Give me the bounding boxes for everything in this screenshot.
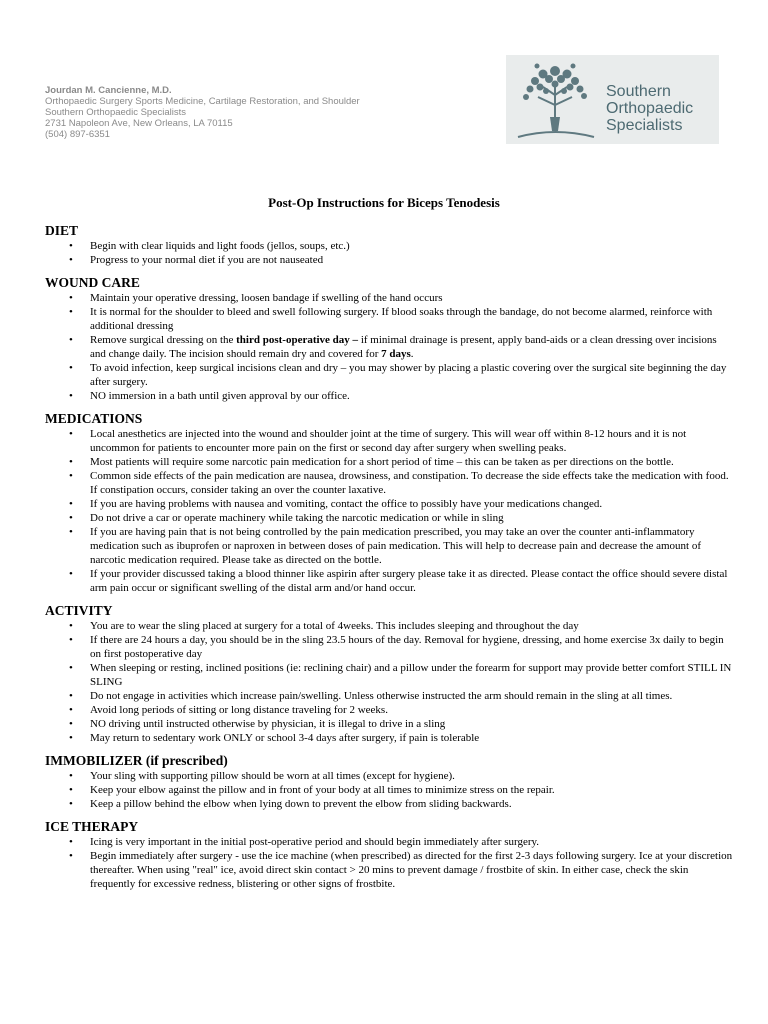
list-item: • Most patients will require some narcotic pain medication for a short period of time – this can be taken as per directions on the bottle. bbox=[90, 455, 735, 469]
list-item: • To avoid infection, keep surgical incisions clean and dry – you may shower by placing a plastic covering over the surgical site beginning the day after surgery. bbox=[90, 361, 735, 389]
section-diet bbox=[45, 223, 735, 267]
text-run: if minimal drainage is present, apply band-aids or a clean dressing over incisions and change daily. The incision should remain dry and covered for bbox=[90, 334, 717, 360]
logo-line-1: Southern bbox=[606, 83, 671, 100]
bullet-list bbox=[45, 769, 735, 811]
list-item: • Avoid long periods of sitting or long distance traveling for 2 weeks. bbox=[90, 703, 735, 717]
document-title: Post-Op Instructions for Biceps Tenodesis bbox=[268, 195, 500, 210]
section-medications bbox=[45, 411, 735, 595]
section-ice-therapy bbox=[45, 819, 735, 891]
list-item: • Maintain your operative dressing, loosen bandage if swelling of the hand occurs bbox=[90, 291, 735, 305]
section-immobilizer bbox=[45, 753, 735, 811]
section-heading: DIET bbox=[45, 223, 79, 238]
list-item: • If your provider discussed taking a blood thinner like aspirin after surgery please take it as directed. Please contact the office should severe distal arm pain occur or significant swelling of the distal arm and/or hand occur. bbox=[90, 567, 735, 595]
list-item: • Begin immediately after surgery - use the ice machine (when prescribed) as directed for the first 2-3 days following surgery. Ice at your discretion thereafter. When using "real" ice, avoid direct skin contact > 20 mins to prevent damage / frostbite of skin. In either case, check the skin frequently for excessive redness, blistering or other signs of frostbite. bbox=[90, 849, 735, 891]
section-heading: ACTIVITY bbox=[45, 603, 113, 618]
emphasis-text: 7 days bbox=[381, 348, 411, 360]
list-item: • You are to wear the sling placed at surgery for a total of 4weeks. This includes sleeping and throughout the day bbox=[90, 619, 735, 633]
physician-name: Jourdan M. Cancienne, M.D. bbox=[45, 85, 172, 96]
tree-logo-icon bbox=[510, 57, 600, 143]
text-run: Remove surgical dressing on the bbox=[90, 334, 237, 346]
emphasis-text: third post-operative day – bbox=[236, 334, 359, 346]
practice-address: 2731 Napoleon Ave, New Orleans, LA 70115 bbox=[45, 118, 233, 129]
list-item: • Keep a pillow behind the elbow when lying down to prevent the elbow from sliding backwards. bbox=[90, 797, 735, 811]
bullet-list bbox=[45, 427, 735, 595]
logo-wordmark bbox=[606, 83, 693, 134]
list-item: • Do not engage in activities which increase pain/swelling. Unless otherwise instructed the arm should remain in the sling at all times. bbox=[90, 689, 735, 703]
bullet-list bbox=[45, 835, 735, 891]
bullet-list bbox=[45, 239, 735, 267]
list-item: • If you are having problems with nausea and vomiting, contact the office to possibly have your medications changed. bbox=[90, 497, 735, 511]
instructions-body bbox=[45, 223, 735, 899]
list-item: • Common side effects of the pain medication are nausea, drowsiness, and constipation. To decrease the side effects take the medication with food. If constipation occurs, consider taking an over the counter laxative. bbox=[90, 469, 735, 497]
bullet-list bbox=[45, 291, 735, 403]
practice-logo bbox=[506, 55, 719, 144]
list-item: • Do not drive a car or operate machinery while taking the narcotic medication or while in sling bbox=[90, 511, 735, 525]
section-heading: ICE THERAPY bbox=[45, 819, 139, 834]
logo-line-2: Orthopaedic bbox=[606, 100, 694, 117]
physician-specialty: Orthopaedic Surgery Sports Medicine, Cartilage Restoration, and Shoulder bbox=[45, 96, 360, 107]
list-item: • NO immersion in a bath until given approval by our office. bbox=[90, 389, 735, 403]
physician-header bbox=[45, 85, 360, 140]
list-item: • If you are having pain that is not being controlled by the pain medication prescribed, you may take an over the counter anti-inflammatory medication such as ibuprofen or naproxen in between doses of pain medication. This will help to decrease pain and decrease the amount of narcotic medication required. Please take as directed on the bottle. bbox=[90, 525, 735, 567]
section-heading: MEDICATIONS bbox=[45, 411, 143, 426]
practice-phone: (504) 897-6351 bbox=[45, 129, 110, 140]
text-run: . bbox=[410, 348, 414, 360]
list-item: • Progress to your normal diet if you are not nauseated bbox=[90, 253, 735, 267]
list-item bbox=[90, 333, 735, 361]
bullet-list bbox=[45, 619, 735, 745]
list-item: • It is normal for the shoulder to bleed and swell following surgery. If blood soaks through the bandage, do not become alarmed, reinforce with additional dressing bbox=[90, 305, 735, 333]
list-item: • Your sling with supporting pillow should be worn at all times (except for hygiene). bbox=[90, 769, 735, 783]
section-wound-care bbox=[45, 275, 735, 403]
practice-name: Southern Orthopaedic Specialists bbox=[45, 107, 186, 118]
list-item: • Begin with clear liquids and light foods (jellos, soups, etc.) bbox=[90, 239, 735, 253]
list-item: • May return to sedentary work ONLY or school 3-4 days after surgery, if pain is tolerable bbox=[90, 731, 735, 745]
list-item: • If there are 24 hours a day, you should be in the sling 23.5 hours of the day. Removal for hygiene, dressing, and home exercise 3x daily to begin on first postoperative day bbox=[90, 633, 735, 661]
list-item: • Icing is very important in the initial post-operative period and should begin immediately after surgery. bbox=[90, 835, 735, 849]
section-heading: IMMOBILIZER (if prescribed) bbox=[45, 753, 228, 768]
section-heading: WOUND CARE bbox=[45, 275, 140, 290]
list-item: • NO driving until instructed otherwise by physician, it is illegal to drive in a sling bbox=[90, 717, 735, 731]
list-item: • Keep your elbow against the pillow and in front of your body at all times to minimize stress on the repair. bbox=[90, 783, 735, 797]
list-item: • Local anesthetics are injected into the wound and shoulder joint at the time of surgery. This will wear off within 8-12 hours and it is not uncommon for patients to encounter more pain on the first or second day after surgery when swelling peaks. bbox=[90, 427, 735, 455]
section-activity bbox=[45, 603, 735, 745]
logo-line-3: Specialists bbox=[606, 117, 683, 134]
list-item: • When sleeping or resting, inclined positions (ie: reclining chair) and a pillow under the forearm for support may provide better comfort STILL IN SLING bbox=[90, 661, 735, 689]
